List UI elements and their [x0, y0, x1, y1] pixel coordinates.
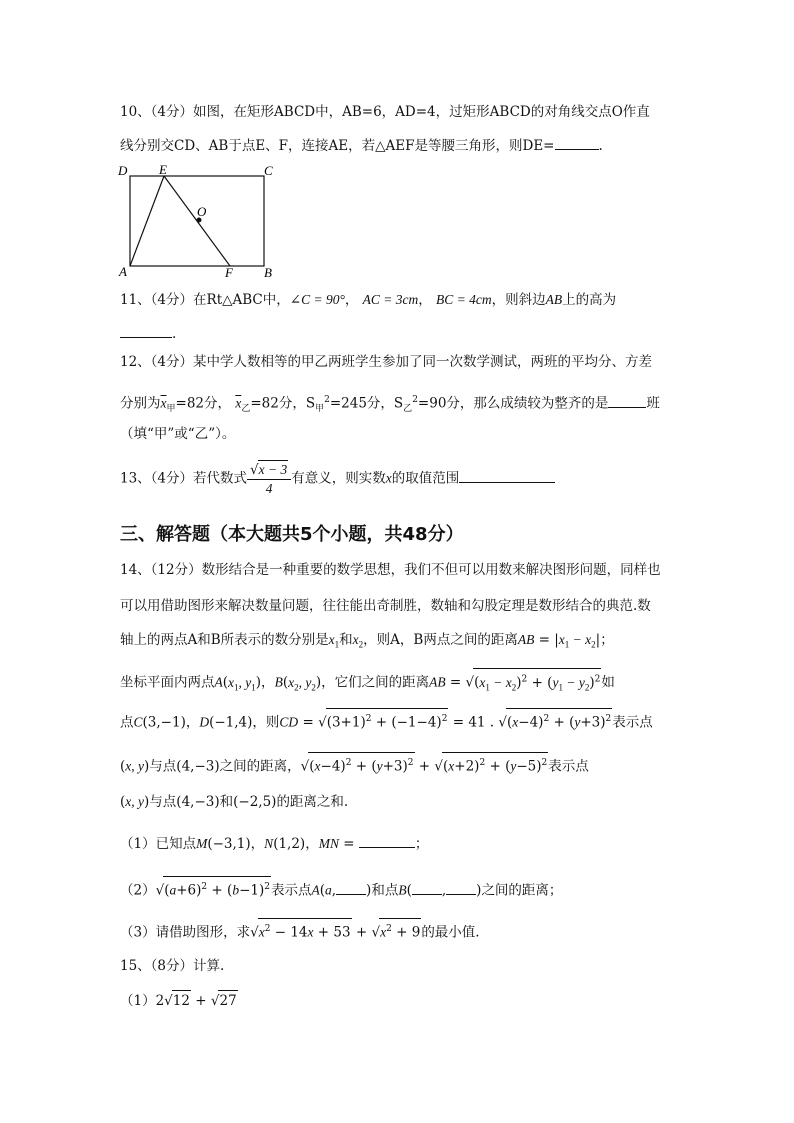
label-C: C: [264, 163, 273, 178]
q14-line2: 可以用借助图形来解决数量问题，往往能出奇制胜，数轴和勾股定理是数形结合的典范.数: [120, 598, 651, 614]
q14-line3: 轴上的两点A和B所表示的数分别是$x_1$和$x_2$，则A，B两点之间的距离AB = $|x_1 - x_2|$；: [120, 632, 614, 650]
q14-line5: 点C(3,−1)，D(−1,4)，则CD = $√(3+1)^2 + (-1-4)^2 = 41$ . $√(x-4)^2 + (y+3)^2$表示点: [120, 708, 653, 733]
q14-line7: (x, y)与点(4,−3)和(−2,5)的距离之和.: [120, 794, 349, 810]
q12-line3: （填“甲”或“乙”）。: [120, 426, 236, 442]
q14-line4: 坐标平面内两点$A(x_1$, $y_1$)，$B(x_2$, $y_2$)，它们之间的距离AB = $√(x_1 - x_2)^2 + (y_1 - y_2)^2$如: [120, 668, 615, 697]
answer-blank[interactable]: [446, 882, 476, 895]
answer-blank[interactable]: [459, 470, 555, 483]
q10-line2: 线分别交CD、AB于点E、F，连接AE，若△AEF是等腰三角形，则DE= .: [120, 138, 603, 154]
q15-line1: 15、（8分）计算.: [120, 958, 225, 974]
section-heading: 三、解答题（本大题共5个小题，共48分）: [120, 524, 464, 545]
label-O: O: [197, 204, 207, 219]
label-D: D: [118, 163, 128, 178]
q10-text: 如图，在矩形ABCD中，AB=6，AD=4，过矩形ABCD的对角线交点O作直: [193, 104, 650, 120]
answer-blank[interactable]: [120, 325, 172, 338]
answer-blank[interactable]: [608, 395, 646, 408]
q13-line: 13、（4分）若代数式 $\frac{√x - 3}{4}$ 有意义，则实数x的取值范围: [120, 460, 555, 498]
q10-number: 10、（4分）: [120, 104, 194, 120]
label-E: E: [159, 162, 167, 177]
q14-part3: （3）请借助图形，求$√x^2 - 14x + 53 + √x^2 + 9$的最小值.: [120, 918, 480, 943]
q10-line1: [120, 102, 650, 122]
q14-line1: 14、（12分）数形结合是一种重要的数学思想，我们不但可以用数来解决图形问题，同样也: [120, 562, 661, 578]
answer-blank[interactable]: [336, 882, 366, 895]
q14-part2: $(2)√(a+6)^2 + (b-1)^2$表示点A(a, )和点B( , )之间的距离；: [120, 876, 562, 901]
label-B: B: [264, 265, 272, 280]
answer-blank[interactable]: [555, 137, 599, 150]
rectangle-figure: [114, 160, 284, 280]
q14-part1: （1）已知点M(−3,1)，N(1,2)，MN = ；: [120, 836, 429, 852]
q13-fraction: $\frac{√x - 3}{4}$: [247, 460, 291, 498]
q15-part1: （1）2√12 + √27: [120, 990, 238, 1011]
q12-line1: 12、（4分）某中学人数相等的甲乙两班学生参加了同一次数学测试，两班的平均分、方差: [120, 354, 653, 370]
label-F: F: [225, 265, 233, 280]
q12-line2: 分别为$\overline{x}_甲=82$分， $\overline{x}_乙=82$分，$S_甲^2=245$分，$S_乙^2=90$分，那么成绩较为整齐的是 班: [120, 395, 660, 415]
answer-blank[interactable]: [412, 882, 442, 895]
q11-line2: .: [120, 324, 176, 344]
label-A: A: [119, 264, 127, 279]
answer-blank[interactable]: [359, 835, 415, 848]
q14-line6: (x, y)与点(4,−3)之间的距离，$√(x-4)^2 + (y+3)^2 + √(x+2)^2 + (y-5)^2$表示点: [120, 752, 589, 777]
q11-line1: 11、（4分）在Rt△ABC中，∠C = 90°， AC = 3cm， BC = 4cm，则斜边AB上的高为: [120, 292, 617, 308]
